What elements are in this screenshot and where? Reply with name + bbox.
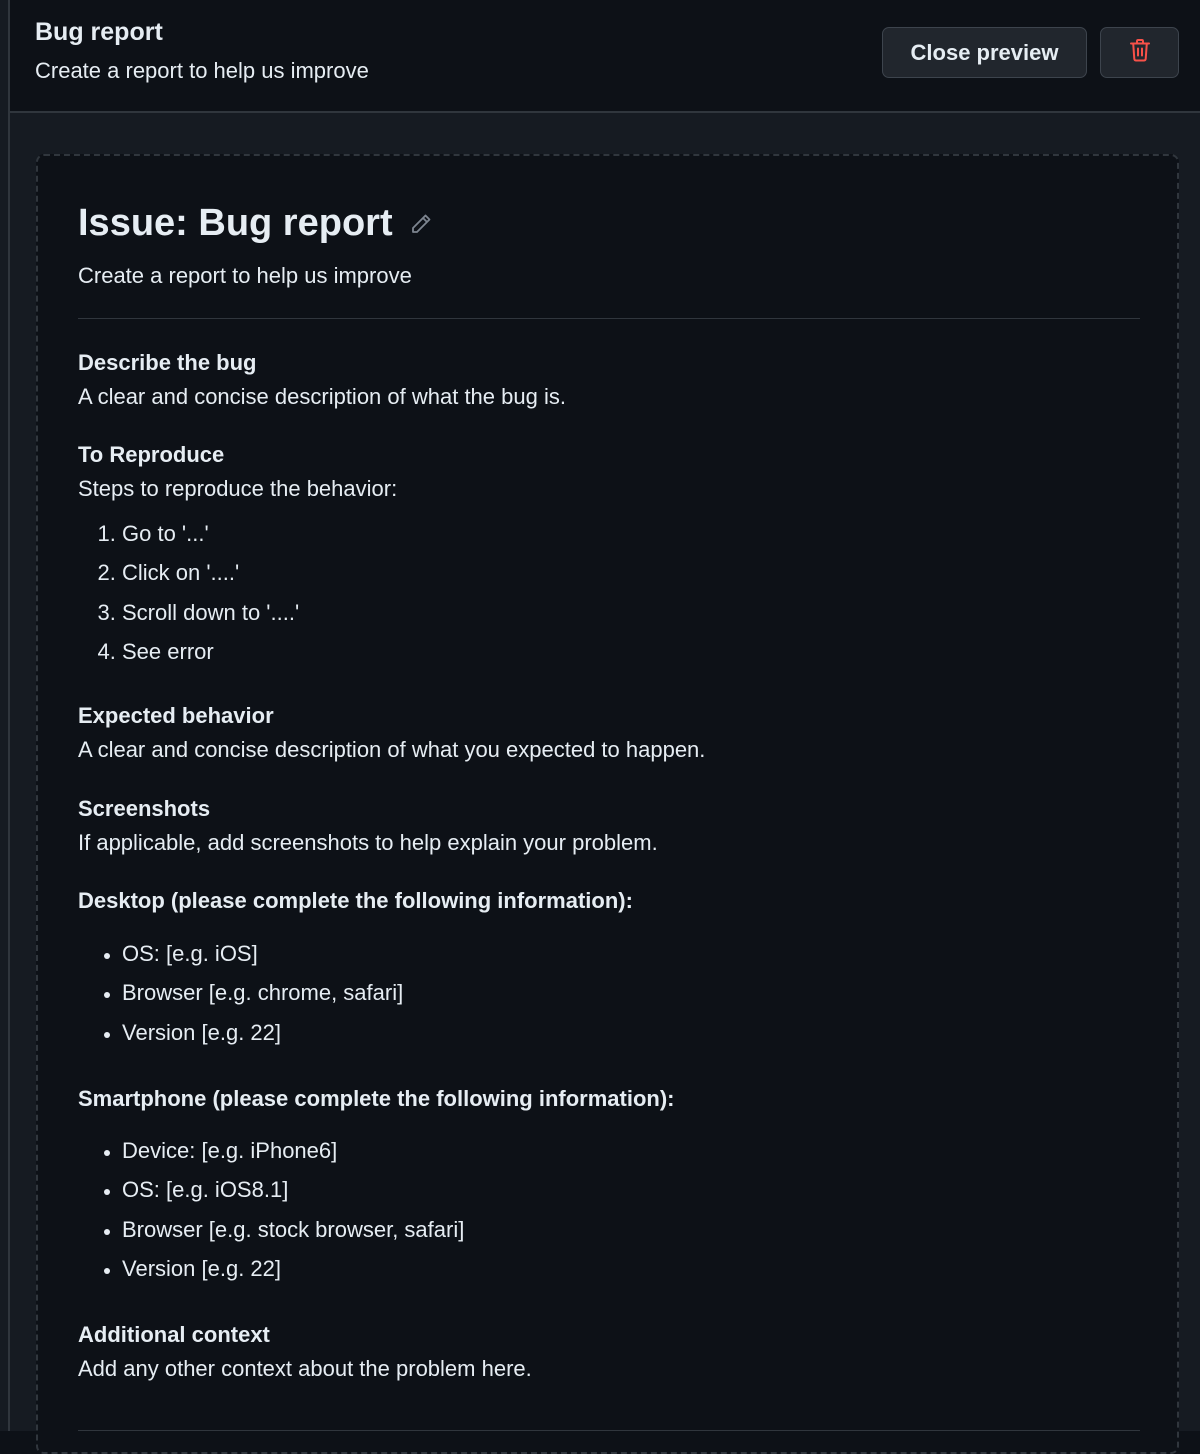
template-title: Bug report <box>35 18 163 46</box>
section-text: Steps to reproduce the behavior: <box>78 476 398 501</box>
list-item: 4. See error <box>122 632 299 671</box>
section-desktop <box>78 884 1140 918</box>
section-screenshots <box>78 792 1140 860</box>
section-reproduce <box>78 438 1140 506</box>
list-item: • Browser [e.g. stock browser, safari] <box>122 1210 464 1249</box>
desktop-info-list <box>78 934 403 1052</box>
issue-title <box>78 202 433 245</box>
template-header <box>10 0 1200 113</box>
issue-preview <box>36 154 1179 1454</box>
section-text: Add any other context about the problem here. <box>78 1356 532 1381</box>
section-context <box>78 1318 1140 1386</box>
reproduce-steps-list <box>78 514 299 671</box>
list-item: 1. Go to '...' <box>122 514 299 553</box>
template-subtitle: Create a report to help us improve <box>35 58 369 83</box>
section-heading: Desktop (please complete the following information): <box>78 888 633 913</box>
list-item: 3. Scroll down to '....' <box>122 593 299 632</box>
list-item: • Version [e.g. 22] <box>122 1013 403 1052</box>
section-text: A clear and concise description of what the bug is. <box>78 384 566 409</box>
list-item: • Browser [e.g. chrome, safari] <box>122 973 403 1012</box>
section-heading: To Reproduce <box>78 442 225 467</box>
trash-icon <box>1129 38 1151 67</box>
issue-title-text: Issue: Bug report <box>78 202 393 244</box>
section-heading: Expected behavior <box>78 703 274 728</box>
list-item: • Device: [e.g. iPhone6] <box>122 1131 464 1170</box>
list-item: • OS: [e.g. iOS8.1] <box>122 1170 464 1209</box>
list-item: 2. Click on '....' <box>122 553 299 592</box>
delete-template-button[interactable] <box>1100 27 1179 78</box>
issue-about: Create a report to help us improve <box>78 263 412 288</box>
list-item: • OS: [e.g. iOS] <box>122 934 403 973</box>
close-preview-button[interactable]: Close preview <box>882 27 1087 78</box>
pencil-icon[interactable] <box>409 212 433 236</box>
section-heading: Additional context <box>78 1322 270 1347</box>
section-describe <box>78 346 1140 414</box>
smartphone-info-list <box>78 1131 464 1288</box>
section-expected <box>78 699 1140 767</box>
title-divider <box>78 318 1140 319</box>
list-item: • Version [e.g. 22] <box>122 1249 464 1288</box>
section-text: A clear and concise description of what you expected to happen. <box>78 737 706 762</box>
section-heading: Smartphone (please complete the following information): <box>78 1086 675 1111</box>
section-smartphone <box>78 1082 1140 1116</box>
section-heading: Describe the bug <box>78 350 257 375</box>
section-heading: Screenshots <box>78 796 211 821</box>
section-text: If applicable, add screenshots to help explain your problem. <box>78 830 658 855</box>
left-border <box>8 0 10 1431</box>
